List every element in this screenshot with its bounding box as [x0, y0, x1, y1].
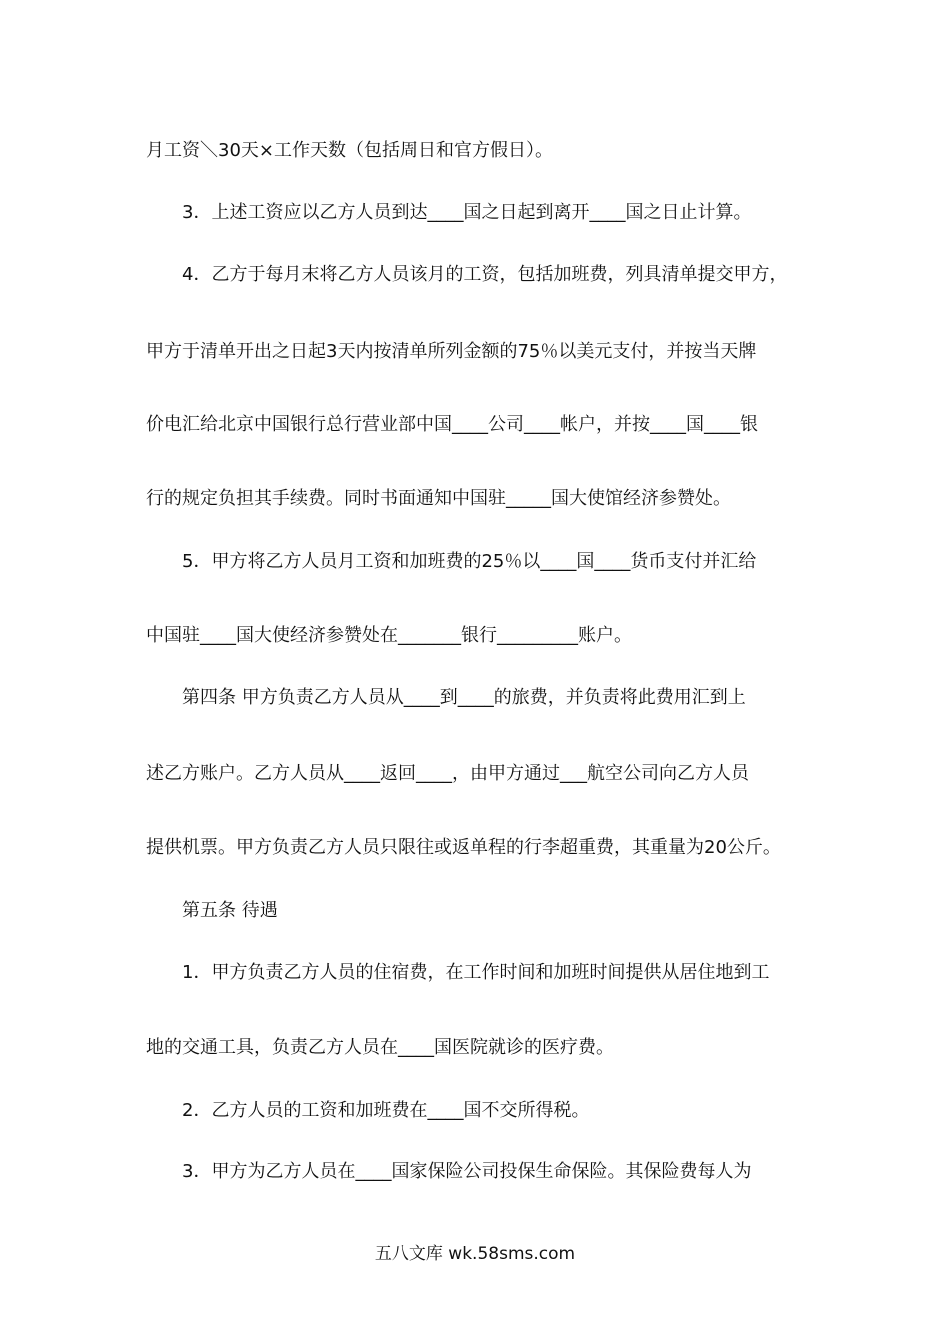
text-line-3: 4．乙方于每月末将乙方人员该月的工资，包括加班费，列具清单提交甲方， — [182, 264, 788, 285]
text-line-11: 提供机票。甲方负责乙方人员只限往或返单程的行李超重费，其重量为20公斤。 — [146, 837, 781, 858]
footer-watermark: 五八文库 wk.58sms.com — [374, 1244, 576, 1264]
text-line-14: 地的交通工具，负责乙方人员在____国医院就诊的医疗费。 — [146, 1037, 614, 1058]
text-line-4: 甲方于清单开出之日起3天内按清单所列金额的75％以美元支付，并按当天牌 — [146, 341, 757, 362]
text-line-10: 述乙方账户。乙方人员从____返回____，由甲方通过___航空公司向乙方人员 — [146, 763, 749, 784]
text-line-5: 价电汇给北京中国银行总行营业部中国____公司____帐户，并按____国____银 — [146, 414, 758, 435]
text-line-7: 5．甲方将乙方人员月工资和加班费的25％以____国____货币支付并汇给 — [182, 551, 757, 572]
text-line-12: 第五条 待遇 — [182, 900, 278, 921]
text-line-13: 1．甲方负责乙方人员的住宿费，在工作时间和加班时间提供从居住地到工 — [182, 962, 770, 983]
text-line-15: 2．乙方人员的工资和加班费在____国不交所得税。 — [182, 1100, 590, 1121]
text-line-6: 行的规定负担其手续费。同时书面通知中国驻_____国大使馆经济参赞处。 — [146, 488, 731, 509]
text-line-9: 第四条 甲方负责乙方人员从____到____的旅费，并负责将此费用汇到上 — [182, 687, 746, 708]
text-line-16: 3．甲方为乙方人员在____国家保险公司投保生命保险。其保险费每人为 — [182, 1161, 752, 1182]
text-line-8: 中国驻____国大使经济参赞处在_______银行_________账户。 — [146, 625, 632, 646]
text-line-2: 3．上述工资应以乙方人员到达____国之日起到离开____国之日止计算。 — [182, 202, 752, 223]
text-line-1: 月工资＼30天×工作天数（包括周日和官方假日）。 — [146, 140, 553, 161]
